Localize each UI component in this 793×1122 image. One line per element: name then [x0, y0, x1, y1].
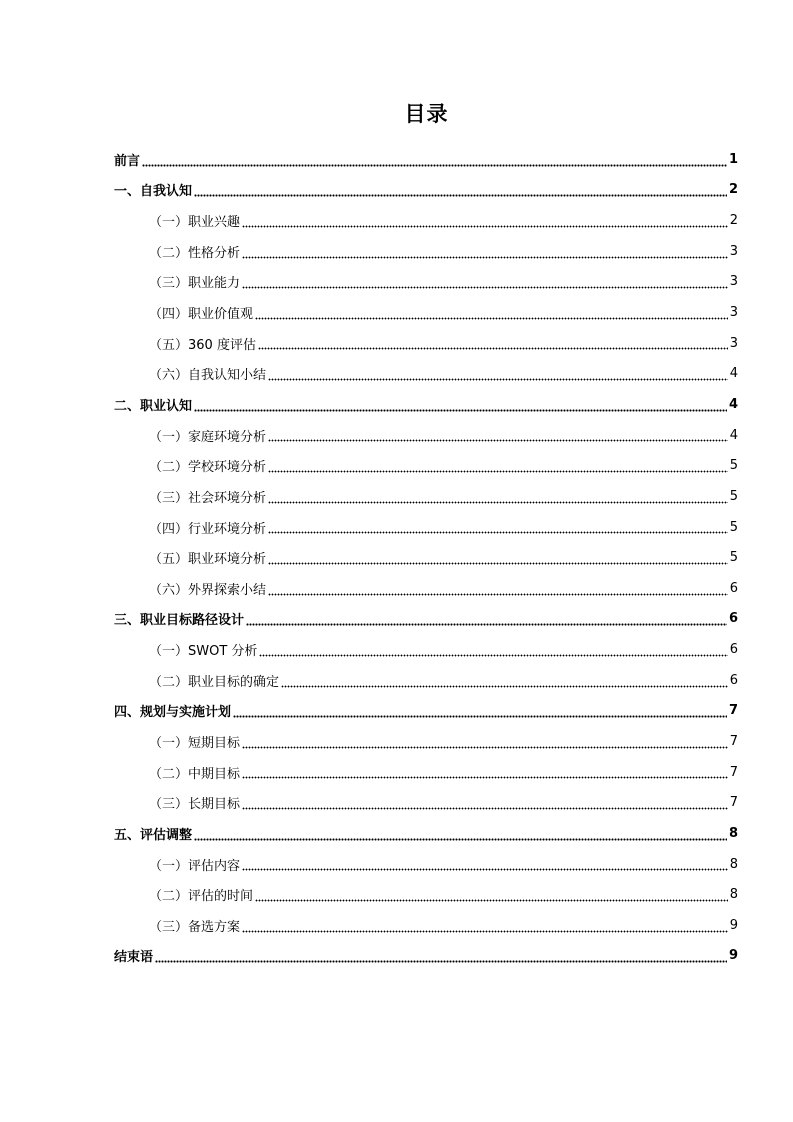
toc-page-number: 2 — [728, 182, 738, 198]
toc-section-entry[interactable] — [114, 512, 738, 543]
toc-section-entry[interactable] — [114, 358, 738, 389]
toc-dot-leader — [268, 552, 728, 565]
toc-page-number: 8 — [728, 825, 738, 841]
toc-entry-label: （三）备选方案 — [149, 919, 241, 935]
toc-title: 目录 — [404, 102, 449, 126]
toc-dot-leader — [242, 246, 728, 259]
toc-page-number: 6 — [728, 611, 738, 627]
toc-entry-label: 三、职业目标路径设计 — [114, 613, 245, 629]
toc-page-number: 6 — [729, 580, 738, 596]
toc-page-number: 3 — [729, 335, 738, 351]
toc-entry-label: （二）学校环境分析 — [149, 460, 267, 476]
toc-dot-leader — [242, 215, 728, 228]
toc-dot-leader — [233, 705, 727, 718]
toc-entry-label: （五）360 度评估 — [149, 337, 256, 353]
toc-dot-leader — [255, 307, 728, 320]
toc-chapter-entry[interactable] — [114, 175, 738, 206]
toc-dot-leader — [242, 766, 728, 779]
toc-section-entry[interactable] — [114, 205, 738, 236]
toc-page-number: 7 — [728, 703, 738, 719]
toc-section-entry[interactable] — [114, 236, 738, 267]
toc-section-entry[interactable] — [114, 542, 738, 573]
toc-entry-label: （四）行业环境分析 — [149, 521, 267, 537]
toc-dot-leader — [268, 521, 728, 534]
toc-page-number: 4 — [729, 366, 738, 382]
toc-page-number: 7 — [729, 795, 738, 811]
toc-dot-leader — [268, 429, 728, 442]
toc-entry-label: 四、规划与实施计划 — [114, 705, 232, 721]
toc-section-entry[interactable] — [114, 849, 738, 880]
toc-section-entry[interactable] — [114, 481, 738, 512]
toc-chapter-entry[interactable] — [114, 818, 738, 849]
toc-section-entry[interactable] — [114, 634, 738, 665]
toc-page-number: 6 — [729, 672, 738, 688]
toc-entry-label: （一）SWOT 分析 — [149, 644, 258, 660]
toc-page-number: 5 — [729, 488, 738, 504]
toc-section-entry[interactable] — [114, 665, 738, 696]
toc-section-entry[interactable] — [114, 573, 738, 604]
toc-chapter-entry[interactable] — [114, 389, 738, 420]
toc-section-entry[interactable] — [114, 297, 738, 328]
toc-page-number: 2 — [729, 213, 738, 229]
toc-entry-label: （六）自我认知小结 — [149, 368, 267, 384]
toc-entry-label: （二）性格分析 — [149, 245, 241, 261]
toc-dot-leader — [242, 920, 728, 933]
toc-page-number: 3 — [729, 243, 738, 259]
toc-entry-label: （三）社会环境分析 — [149, 490, 267, 506]
toc-section-entry[interactable] — [114, 267, 738, 298]
toc-entry-label: 二、职业认知 — [114, 398, 193, 414]
toc-page-number: 8 — [729, 856, 738, 872]
toc-section-entry[interactable] — [114, 910, 738, 941]
toc-dot-leader — [268, 460, 728, 473]
toc-entry-label: （一）短期目标 — [149, 735, 241, 751]
toc-dot-leader — [155, 950, 727, 963]
toc-dot-leader — [258, 337, 728, 350]
toc-page-number: 6 — [729, 642, 738, 658]
toc-dot-leader — [281, 675, 728, 688]
toc-page-number: 9 — [729, 917, 738, 933]
toc-page-number: 7 — [729, 733, 738, 749]
toc-section-entry[interactable] — [114, 726, 738, 757]
toc-entry-label: （六）外界探索小结 — [149, 582, 267, 598]
toc-page-number: 1 — [728, 151, 738, 167]
toc-section-entry[interactable] — [114, 757, 738, 788]
toc-entry-label: （二）评估的时间 — [149, 889, 254, 905]
toc-entry-label: （二）职业目标的确定 — [149, 674, 280, 690]
toc-entry-label: 结束语 — [114, 950, 154, 966]
toc-page-number: 3 — [729, 274, 738, 290]
toc-entry-label: 前言 — [114, 153, 141, 169]
toc-page-number: 9 — [728, 948, 738, 964]
toc-dot-leader — [194, 399, 727, 412]
toc-entry-label: （四）职业价值观 — [149, 307, 254, 323]
toc-section-entry[interactable] — [114, 787, 738, 818]
toc-entry-label: （三）职业能力 — [149, 276, 241, 292]
toc-page-number: 4 — [729, 427, 738, 443]
toc-entry-label: 一、自我认知 — [114, 184, 193, 200]
toc-page-number: 5 — [729, 519, 738, 535]
toc-entry-label: （一）职业兴趣 — [149, 215, 241, 231]
toc-dot-leader — [142, 154, 727, 167]
toc-dot-leader — [268, 368, 728, 381]
toc-dot-leader — [246, 613, 727, 626]
toc-section-entry[interactable] — [114, 879, 738, 910]
toc-dot-leader — [242, 276, 728, 289]
toc-entry-label: 五、评估调整 — [114, 827, 193, 843]
toc-page-number: 8 — [729, 887, 738, 903]
toc-section-entry[interactable] — [114, 328, 738, 359]
toc-dot-leader — [255, 889, 728, 902]
toc-chapter-entry[interactable] — [114, 941, 738, 972]
toc-dot-leader — [268, 583, 728, 596]
toc-entry-label: （三）长期目标 — [149, 797, 241, 813]
toc-dot-leader — [268, 491, 728, 504]
toc-entry-label: （一）家庭环境分析 — [149, 429, 267, 445]
toc-chapter-entry[interactable] — [114, 144, 738, 175]
toc-page-number: 4 — [728, 396, 738, 412]
toc-page-number: 5 — [729, 550, 738, 566]
toc-dot-leader — [242, 736, 728, 749]
toc-chapter-entry[interactable] — [114, 604, 738, 635]
toc-dot-leader — [259, 644, 727, 657]
toc-dot-leader — [242, 858, 728, 871]
toc-page-number: 5 — [729, 458, 738, 474]
toc-section-entry[interactable] — [114, 450, 738, 481]
toc-dot-leader — [194, 184, 727, 197]
table-of-contents — [114, 144, 738, 971]
toc-entry-label: （二）中期目标 — [149, 766, 241, 782]
toc-section-entry[interactable] — [114, 420, 738, 451]
toc-dot-leader — [194, 828, 727, 841]
toc-entry-label: （一）评估内容 — [149, 858, 241, 874]
toc-page-number: 7 — [729, 764, 738, 780]
toc-page-number: 3 — [729, 305, 738, 321]
toc-dot-leader — [242, 797, 728, 810]
toc-chapter-entry[interactable] — [114, 696, 738, 727]
toc-entry-label: （五）职业环境分析 — [149, 552, 267, 568]
